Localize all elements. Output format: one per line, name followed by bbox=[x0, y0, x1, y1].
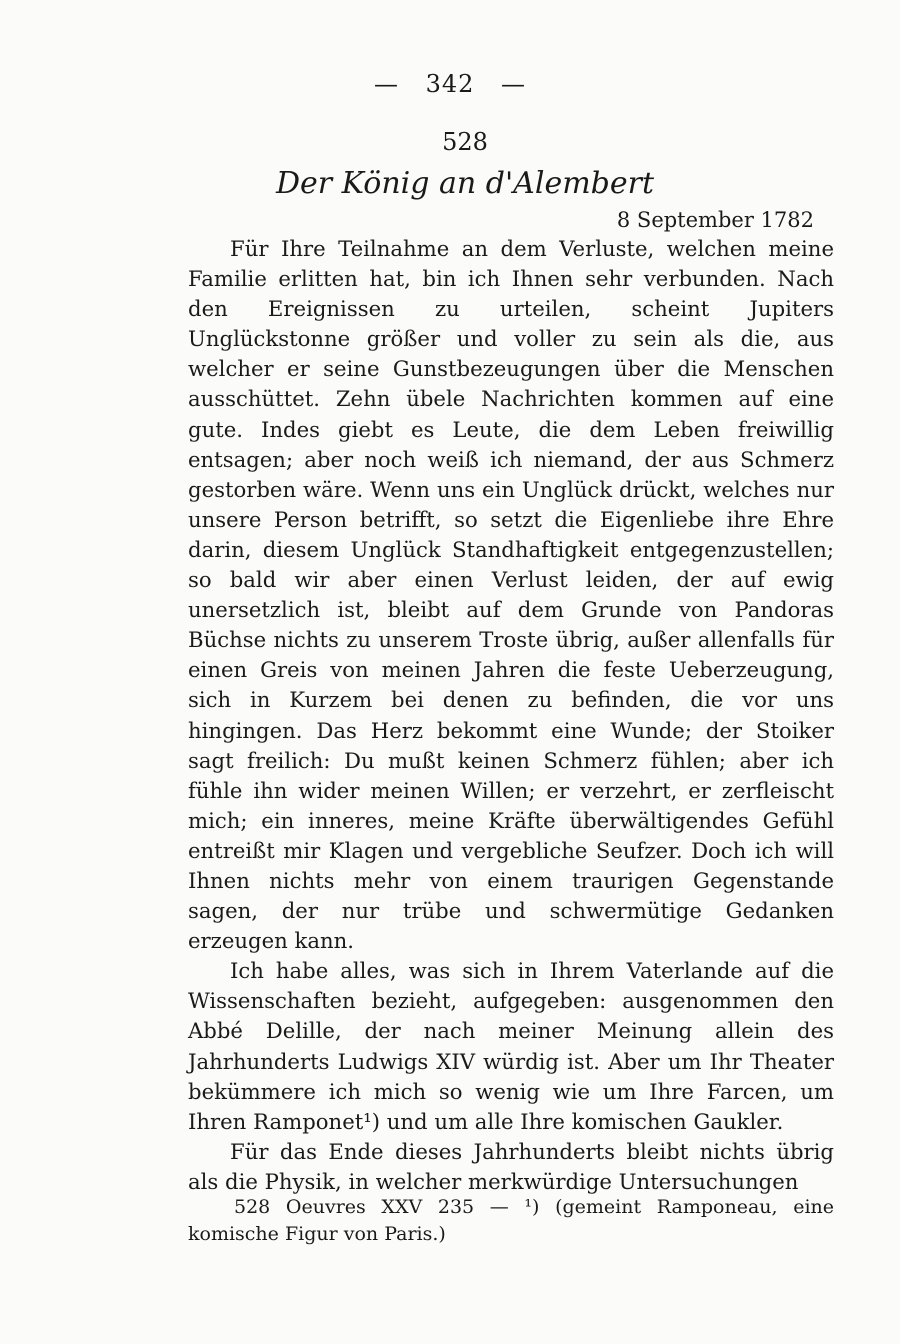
footnote: 528 Oeuvres XXV 235 — ¹) (gemeint Ramponeau, eine komische Figur von Paris.) bbox=[188, 1196, 834, 1245]
paragraph: Für das Ende dieses Jahrhunderts bleibt nichts übrig als die Physik, in welcher merkwürdige Untersuchungen bbox=[188, 1138, 834, 1194]
page-header bbox=[0, 70, 900, 98]
letter-number: 528 bbox=[442, 128, 488, 156]
letter-title: Der König an d'Alembert bbox=[275, 166, 655, 201]
paragraph: Ich habe alles, was sich in Ihrem Vaterlande auf die Wissenschaften bezieht, aufgegeben: ausgenommen den Abbé Delille, der nach meiner Meinung allein des Jahrhunderts Ludwigs XIV würdig ist. Aber um Ihr Theater bekümmere ich mich so wenig wie um Ihre Farcen, um Ihren Ramponet¹) und um alle Ihre komischen Gaukler. bbox=[188, 958, 834, 1134]
page-number: 342 bbox=[425, 70, 475, 98]
letter-body bbox=[188, 234, 834, 1197]
header-dash-right: — bbox=[501, 70, 527, 98]
header-dash-left: — bbox=[373, 70, 399, 98]
letter-date: 8 September 1782 bbox=[616, 208, 814, 232]
paragraph: Für Ihre Teilnahme an dem Verluste, welchen meine Familie erlitten hat, bin ich Ihnen sehr verbunden. Nach den Ereignissen zu urteilen, scheint Jupiters Unglückstonne größer und voller zu sein als die, aus welcher er seine Gunstbezeugungen über die Menschen ausschüttet. Zehn übele Nachrichten kommen auf eine gute. Indes giebt es Leute, die dem Leben freiwillig entsagen; aber noch weiß ich niemand, der aus Schmerz gestorben wäre. Wenn uns ein Unglück drückt, welches nur unsere Person betrifft, so setzt die Eigenliebe ihre Ehre darin, diesem Unglück Standhaftigkeit entgegenzustellen; so bald wir aber einen Verlust leiden, der auf ewig unersetzlich ist, bleibt auf dem Grunde von Pandoras Büchse nichts zu unserem Troste übrig, außer allenfalls für einen Greis von meinen Jahren die feste Ueberzeugung, sich in Kurzem bei denen zu befinden, die vor uns hingingen. Das Herz bekommt eine Wunde; der Stoiker sagt freilich: Du mußt keinen Schmerz fühlen; aber ich fühle ihn wider meinen Willen; er verzehrt, er zerfleischt mich; ein inneres, meine Kräfte überwältigendes Gefühl entreißt mir Klagen und vergebliche Seufzer. Doch ich will Ihnen nichts mehr von einem traurigen Gegenstande sagen, der nur trübe und schwermütige Gedanken erzeugen kann. bbox=[188, 236, 834, 954]
